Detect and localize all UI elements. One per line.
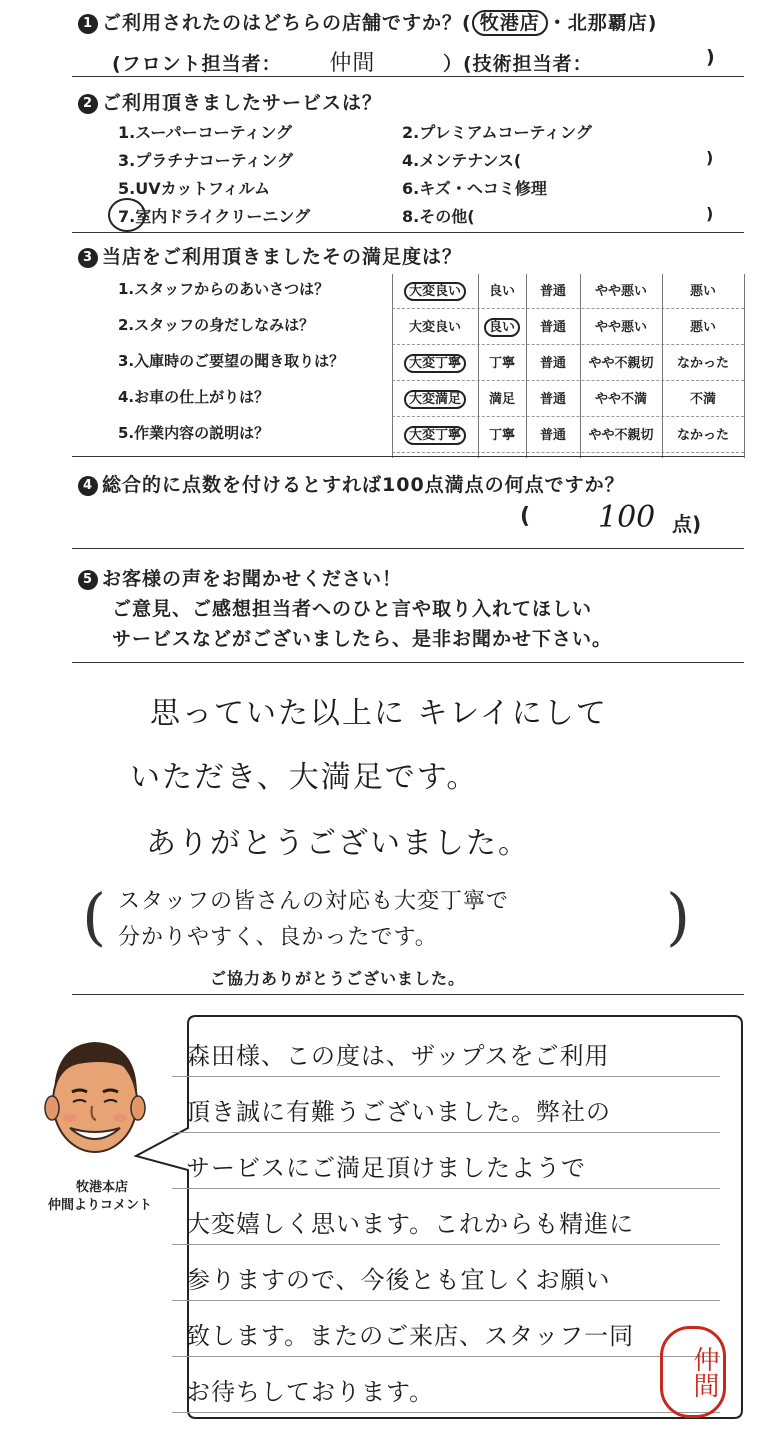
satisfaction-option — [526, 352, 580, 371]
divider-3 — [72, 456, 744, 457]
service-3: 3.プラチナコーティング — [118, 151, 293, 170]
service-2: 2.プレミアムコーティング — [402, 123, 592, 142]
option-label: やや不満 — [594, 392, 647, 407]
staff-seal-stamp: 仲間 — [660, 1326, 726, 1418]
option-label: やや不親切 — [588, 356, 654, 371]
question-2-text: ご利用頂きましたサービスは？ — [102, 92, 383, 114]
option-label: やや悪い — [594, 284, 647, 299]
service-4: 4.メンテナンス( — [402, 151, 522, 170]
option-label: 大変良い — [408, 320, 461, 335]
divider-4 — [72, 548, 744, 549]
selected-option-circle: 大変満足 — [404, 390, 466, 409]
service-5: 5.UVカットフィルム — [118, 179, 271, 198]
service-6: 6.キズ・ヘコミ修理 — [402, 179, 547, 198]
question-4 — [78, 470, 625, 497]
staff-comment-line: 森田様、この度は、ザップスをご利用 — [186, 1042, 610, 1070]
question-3-text: 当店をご利用頂きましたその満足度は？ — [102, 246, 463, 268]
service-7: 7.室内ドライクリーニング — [118, 207, 311, 226]
staff-comment-line: 致します。またのご来店、スタッフ一同 — [186, 1322, 635, 1350]
selected-option-circle: 良い — [484, 318, 520, 337]
question-4-number: 4 — [78, 476, 98, 496]
option-label: 良い — [488, 284, 515, 299]
satisfaction-row-label: 5.作業内容の説明は？ — [118, 424, 270, 442]
table-column-line — [580, 274, 581, 458]
satisfaction-option — [478, 316, 526, 335]
satisfaction-option — [662, 352, 744, 371]
tech-close-paren: ) — [706, 46, 716, 68]
satisfaction-option — [580, 352, 662, 371]
selected-option-circle: 大変丁寧 — [404, 426, 466, 445]
table-row-line — [392, 380, 744, 381]
table-row-line — [392, 416, 744, 417]
satisfaction-option — [580, 280, 662, 299]
table-row-line — [392, 308, 744, 309]
score-open-paren: ( — [520, 504, 531, 529]
option-label: 普通 — [539, 392, 566, 407]
table-column-line — [478, 274, 479, 458]
service-8-close: ) — [706, 204, 714, 223]
table-column-line — [392, 274, 393, 458]
satisfaction-option — [478, 352, 526, 371]
option-label: 満足 — [488, 392, 515, 407]
satisfaction-option — [662, 424, 744, 443]
divider-5 — [72, 662, 744, 663]
customer-message-line-2: いただき、大満足です。 — [130, 760, 479, 795]
service-4-close: ) — [706, 148, 714, 167]
option-label: 丁寧 — [488, 428, 515, 443]
score-unit: 点) — [672, 512, 702, 536]
comment-rule-line — [172, 1300, 720, 1301]
option-label: やや不親切 — [588, 428, 654, 443]
table-row-line — [392, 452, 744, 453]
selected-option-circle: 大変良い — [404, 282, 466, 301]
selected-option-circle: 大変丁寧 — [404, 354, 466, 373]
satisfaction-option — [580, 316, 662, 335]
table-column-line — [662, 274, 663, 458]
satisfaction-option — [392, 388, 478, 407]
customer-message-line-5: 分かりやすく、良かったです。 — [118, 925, 438, 950]
question-5-sub-2: サービスなどがございましたら、是非お聞かせ下さい。 — [112, 628, 613, 650]
comment-rule-line — [172, 1356, 720, 1357]
option-label: 丁寧 — [488, 356, 515, 371]
option-label: 悪い — [689, 320, 716, 335]
question-3 — [78, 242, 462, 269]
satisfaction-option — [392, 316, 478, 335]
staff-comment-line: サービスにご満足頂けましたようで — [186, 1154, 586, 1182]
q1-close-paren: ) — [647, 12, 658, 34]
question-5-number: 5 — [78, 570, 98, 590]
tech-staff-label: ）(技術担当者： — [442, 53, 593, 75]
satisfaction-option — [392, 352, 478, 371]
option-label: 悪い — [689, 284, 716, 299]
satisfaction-row-label: 2.スタッフの身だしなみは？ — [118, 316, 315, 334]
question-2-number: 2 — [78, 94, 98, 114]
option-label: 不満 — [689, 392, 716, 407]
comment-rule-line — [172, 1412, 720, 1413]
comment-rule-line — [172, 1076, 720, 1077]
thanks-message: ご協力ありがとうございました。 — [210, 969, 466, 988]
divider-1 — [72, 76, 744, 77]
satisfaction-option — [392, 424, 478, 443]
satisfaction-option — [392, 280, 478, 299]
store-option-kitanaha: 北那覇店 — [567, 12, 648, 34]
option-label: 普通 — [539, 356, 566, 371]
satisfaction-row-label: 1.スタッフからのあいさつは？ — [118, 280, 330, 298]
question-4-text: 総合的に点数を付けるとすれば100点満点の何点ですか？ — [102, 474, 625, 496]
option-label: やや悪い — [594, 320, 647, 335]
question-5-text: お客様の声をお聞かせください！ — [102, 568, 403, 590]
divider-6 — [72, 994, 744, 995]
score-value: 100 — [598, 500, 656, 535]
table-column-line — [744, 274, 745, 458]
question-1-number: 1 — [78, 14, 98, 34]
front-staff-value: 仲間 — [329, 51, 376, 76]
question-2 — [78, 88, 382, 115]
satisfaction-option — [526, 388, 580, 407]
comment-rule-line — [172, 1244, 720, 1245]
staff-fields — [112, 46, 593, 77]
satisfaction-option — [580, 424, 662, 443]
comment-rule-line — [172, 1188, 720, 1189]
store-option-makiminato: 牧港店 — [472, 10, 548, 36]
staff-store-name: 牧港本店 — [75, 1180, 128, 1195]
customer-message-line-4: スタッフの皆さんの対応も大変丁寧で — [118, 889, 510, 914]
staff-comment-line: お待ちしております。 — [186, 1378, 435, 1406]
staff-comment-line: 参りますので、今後とも宜しくお願い — [186, 1266, 611, 1294]
question-5-sub-1: ご意見、ご感想担当者へのひと言や取り入れてほしい — [112, 598, 593, 620]
question-5 — [78, 564, 402, 591]
satisfaction-option — [662, 388, 744, 407]
comment-rule-line — [172, 1132, 720, 1133]
satisfaction-option — [580, 388, 662, 407]
customer-message-line-3: ありがとうございました。 — [146, 826, 530, 861]
table-row-line — [392, 344, 744, 345]
service-1: 1.スーパーコーティング — [118, 123, 293, 142]
option-label: 普通 — [539, 320, 566, 335]
satisfaction-option — [478, 388, 526, 407]
option-label: なかった — [676, 356, 729, 371]
table-column-line — [526, 274, 527, 458]
front-staff-label: (フロント担当者： — [112, 53, 282, 75]
satisfaction-option — [478, 280, 526, 299]
option-label: なかった — [676, 428, 729, 443]
option-label: 普通 — [539, 428, 566, 443]
divider-2 — [72, 232, 744, 233]
satisfaction-row-label: 4.お車の仕上がりは？ — [118, 388, 270, 406]
satisfaction-row-label: 3.入庫時のご要望の聞き取りは？ — [118, 352, 345, 370]
staff-comment-line: 頂き誠に有難うございました。弊社の — [186, 1098, 611, 1126]
satisfaction-option — [478, 424, 526, 443]
satisfaction-option — [526, 424, 580, 443]
service-8: 8.その他( — [402, 207, 475, 226]
service-7-circle-mark — [108, 198, 146, 232]
option-label: 普通 — [539, 284, 566, 299]
question-1 — [78, 8, 657, 35]
question-1-text: ご利用されたのはどちらの店舗ですか？( — [102, 12, 472, 34]
customer-message-paren-open: ( — [82, 880, 107, 953]
satisfaction-option — [526, 280, 580, 299]
satisfaction-option — [526, 316, 580, 335]
satisfaction-option — [662, 280, 744, 299]
question-3-number: 3 — [78, 248, 98, 268]
satisfaction-option — [662, 316, 744, 335]
store-separator: ・ — [547, 12, 568, 34]
customer-message-line-1: 思っていた以上に キレイにして — [150, 696, 608, 731]
staff-caption: 仲間よりコメント — [47, 1198, 152, 1213]
staff-comment-line: 大変嬉しく思います。これからも精進に — [186, 1210, 635, 1238]
customer-message-paren-close: ) — [666, 880, 691, 953]
